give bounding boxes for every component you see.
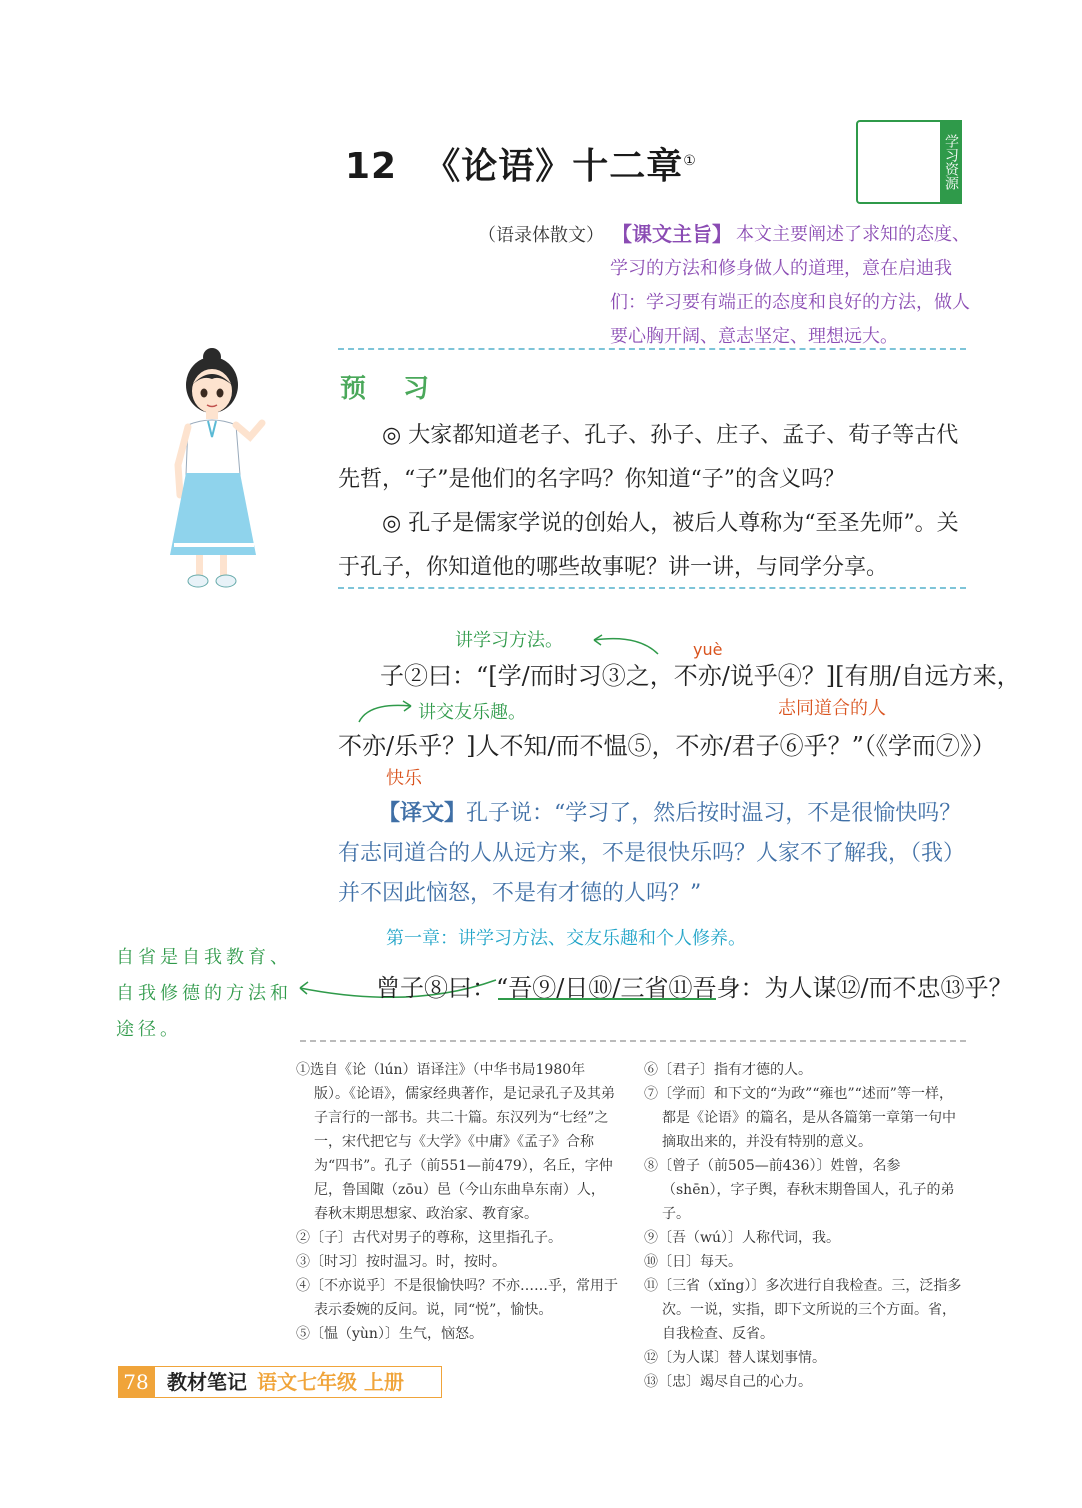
footnote-11: ⑪〔三省（xǐng）〕多次进行自我检查。三，泛指多次。一说，实指，即下文所说的三个方面。省，自我检查、反省。	[644, 1278, 962, 1342]
translation-label: 【译文】	[378, 801, 467, 826]
footnote-4: ④〔不亦说乎〕不是很愉快吗？不亦……乎，常用于表示委婉的反问。说，同“悦”，愉快。	[296, 1278, 618, 1318]
translation-body: 孔子说：“学习了，然后按时温习，不是很愉快吗？有志同道合的人从远方来，不是很快乐吗？人家不了解我，（我）并不因此恼怒，不是有才德的人吗？”	[338, 801, 966, 906]
footnote-2: ②〔子〕古代对男子的尊称，这里指孔子。	[296, 1230, 562, 1246]
footnotes-left	[296, 1058, 618, 1346]
girl-illustration	[150, 345, 280, 595]
annotation-friends: 讲交友乐趣。	[418, 702, 526, 723]
annotation-method: 讲学习方法。	[455, 630, 563, 651]
footnote-1: ①选自《论（lún）语译注》（中华书局1980年版）。《论语》，儒家经典著作，是记录孔子及其弟子言行的一部书。共二十篇。东汉列为“七经”之一，宋代把它与《大学》《中庸》《孟子》合称为“四书”。孔子（前551—前479），名丘，字仲尼，鲁国陬（zōu）邑（今山东曲阜东南）人，春秋末期思想家、政治家、教育家。	[296, 1062, 615, 1222]
subject-name: 语文七年级 上册	[257, 1370, 404, 1394]
annotation-arrow-method	[588, 628, 668, 658]
footnote-3: ③〔时习〕按时温习。时，按时。	[296, 1254, 506, 1270]
preview-question-2: ◎ 孔子是儒家学说的创始人，被后人尊称为“至圣先师”。关于孔子，你知道他的哪些故事呢？讲一讲，与同学分享。	[338, 511, 959, 580]
title-footnote-mark: ①	[683, 153, 697, 169]
genre-label: （语录体散文）	[478, 225, 604, 246]
text1-line1: 子②曰：“[学/而时习③之，不亦/说乎④？][有朋/自远方来，	[380, 662, 1021, 690]
annotation-tongzhi: 志同道合的人	[778, 698, 886, 719]
translation-text	[338, 794, 968, 914]
footnote-8: ⑧〔曾子（前505—前436）〕姓曾，名参（shēn），字子舆，春秋末期鲁国人，孔子的弟子。	[644, 1158, 955, 1222]
text1-line2: 不亦/乐乎？]人不知/而不愠⑤，不亦/君子⑥乎？”（《学而⑦》）	[338, 732, 996, 760]
footnotes-right	[644, 1058, 966, 1394]
chapter-summary: 第一章：讲学习方法、交友乐趣和个人修养。	[386, 928, 746, 949]
book-name: 教材笔记	[167, 1370, 247, 1394]
lesson-title	[345, 138, 697, 189]
book-label	[154, 1366, 442, 1398]
divider-top	[338, 348, 966, 350]
text2-underline	[498, 998, 716, 1000]
text2-line: 曾子⑧曰：“吾⑨/日⑩/三省⑪吾身：为人谋⑫/而不忠⑬乎？	[376, 974, 1013, 1002]
footnote-9: ⑨〔吾（wú）〕人称代词，我。	[644, 1230, 840, 1246]
footnote-5: ⑤〔愠（yùn）〕生气，恼怒。	[296, 1326, 483, 1342]
annotation-self-reflect: 自省是自我教育、自我修德的方法和途径。	[116, 947, 292, 1040]
footnote-7: ⑦〔学而〕和下文的“为政”“雍也”“述而”等一样，都是《论语》的篇名，是从各篇第一章第一句中摘取出来的，并没有特别的意义。	[644, 1086, 956, 1150]
gist-label: 【课文主旨】	[612, 222, 732, 246]
divider-mid	[338, 587, 966, 589]
footnote-6: ⑥〔君子〕指有才德的人。	[644, 1062, 812, 1078]
preview-question-1: ◎ 大家都知道老子、孔子、孙子、庄子、孟子、荀子等古代先哲，“子”是他们的名字吗？你知道“子”的含义吗？	[338, 423, 959, 492]
footnote-10: ⑩〔日〕每天。	[644, 1254, 742, 1270]
annotation-arrow-friends	[355, 696, 417, 726]
annotation-happy: 快乐	[386, 768, 422, 789]
gist-text: 本文主要阐述了求知的态度、学习的方法和修身做人的道理，意在启迪我们：学习要有端正的态度和良好的方法，做人要心胸开阔、意志坚定、理想远大。	[610, 224, 970, 347]
yue-pinyin: yuè	[693, 640, 723, 659]
lesson-name: 《论语》十二章	[424, 146, 684, 187]
divider-footnotes	[300, 1040, 966, 1042]
page-number: 78	[118, 1366, 154, 1398]
preview-heading: 预 习	[340, 374, 444, 404]
lesson-number: 12	[345, 146, 398, 187]
footnote-13: ⑬〔忠〕竭尽自己的心力。	[644, 1374, 812, 1390]
resource-tag[interactable]: 学习资源	[940, 120, 962, 204]
footnote-12: ⑫〔为人谋〕替人谋划事情。	[644, 1350, 826, 1366]
